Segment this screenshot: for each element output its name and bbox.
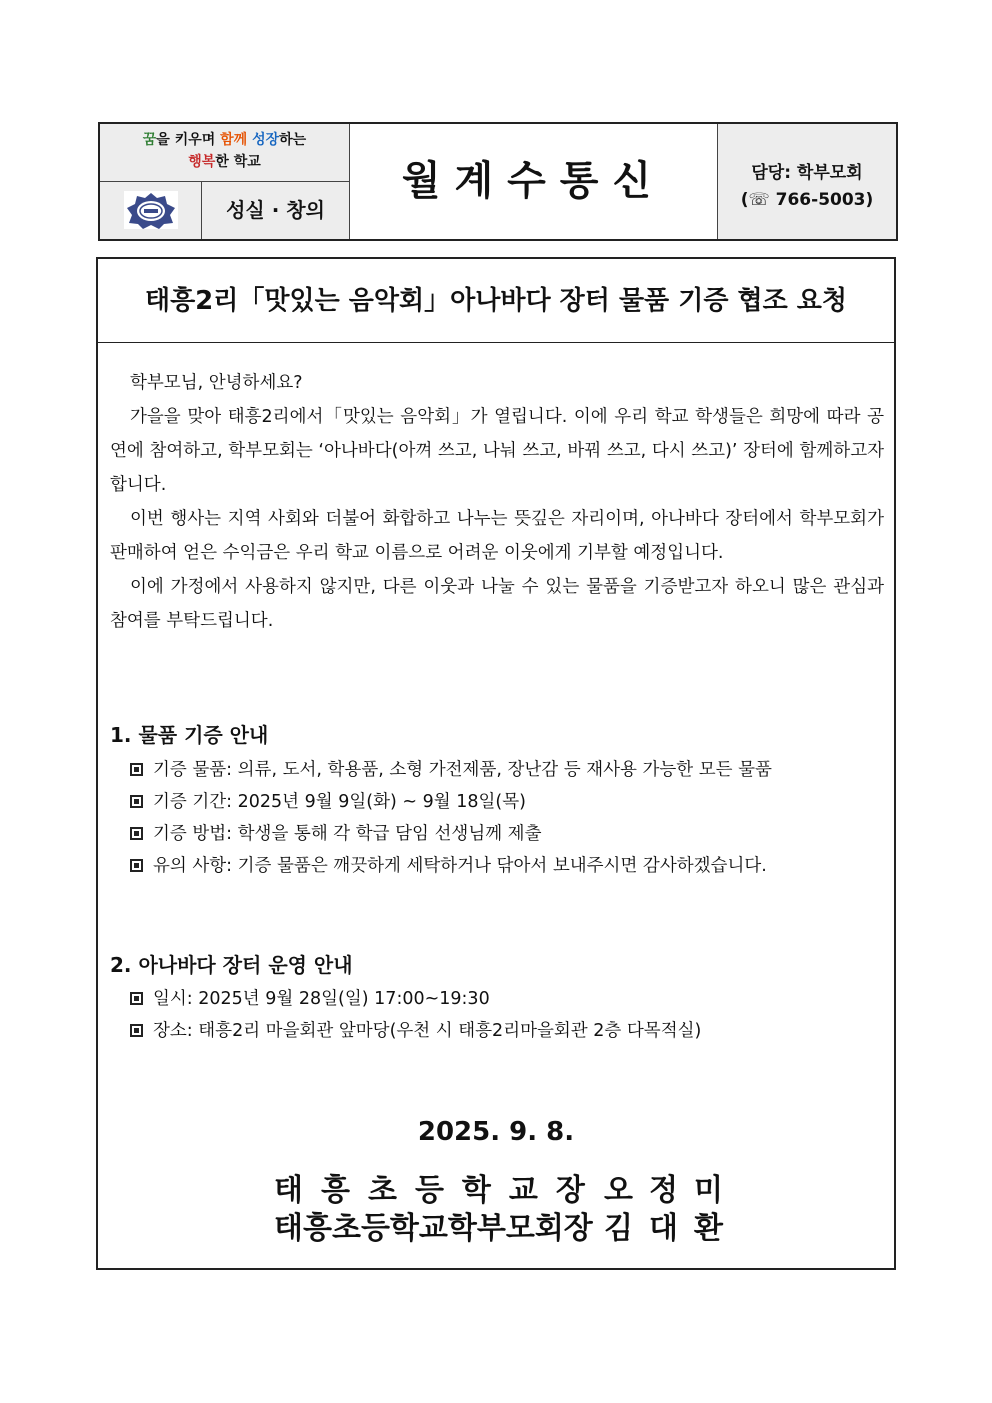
- notice-box: [96, 257, 896, 1270]
- list-item: 유의 사항: 기증 물품은 깨끗하게 세탁하거나 닦아서 보내주시면 감사하겠습니다.: [130, 850, 890, 882]
- contact-info: [718, 124, 896, 239]
- newsletter-title: 월계수통신: [350, 124, 718, 239]
- school-motto: 성실 · 창의: [202, 182, 350, 239]
- notice-body: [110, 366, 884, 638]
- school-emblem: [100, 182, 202, 239]
- square-bullet-icon: [130, 859, 143, 872]
- greeting: 학부모님, 안녕하세요?: [130, 373, 303, 393]
- signature-org: 태흥초등학교장: [274, 1173, 603, 1208]
- school-slogan: 꿈을 키우며 함께 성장하는 행복한 학교: [100, 124, 350, 182]
- paragraph: 이에 가정에서 사용하지 않지만, 다른 이웃과 나눌 수 있는 물품을 기증받고자 하오니 많은 관심과 참여를 부탁드립니다.: [110, 577, 884, 631]
- signature-name: 오정미: [604, 1173, 739, 1208]
- donation-list: [130, 754, 890, 882]
- square-bullet-icon: [130, 795, 143, 808]
- section-heading-donation: 1. 물품 기증 안내: [110, 723, 269, 747]
- school-emblem-icon: [123, 190, 179, 230]
- section-heading-market: 2. 아나바다 장터 운영 안내: [110, 953, 353, 977]
- signature-org: 태흥초등학교학부모회장: [274, 1211, 593, 1246]
- square-bullet-icon: [130, 992, 143, 1005]
- square-bullet-icon: [130, 1024, 143, 1037]
- notice-title: 태흥2리「맛있는 음악회」아나바다 장터 물품 기증 협조 요청: [98, 259, 894, 343]
- square-bullet-icon: [130, 763, 143, 776]
- list-item: 기증 기간: 2025년 9월 9일(화) ~ 9월 18일(목): [130, 786, 890, 818]
- square-bullet-icon: [130, 827, 143, 840]
- list-item: 장소: 태흥2리 마을회관 앞마당(우천 시 태흥2리마을회관 2층 다목적실): [130, 1015, 890, 1047]
- newsletter-header: [98, 122, 898, 241]
- slogan-word-happy: 행복: [188, 154, 216, 170]
- issue-date: 2025. 9. 8.: [417, 1117, 575, 1147]
- contact-person: 담당: 학부모회: [751, 163, 863, 183]
- slogan-word-together: 함께: [220, 132, 248, 148]
- list-item: 기증 방법: 학생을 통해 각 학급 담임 선생님께 제출: [130, 818, 890, 850]
- signature-name: 김대환: [604, 1211, 739, 1246]
- slogan-word-growth: 성장: [252, 132, 280, 148]
- slogan-word-dream: 꿈: [142, 132, 157, 148]
- market-list: [130, 983, 890, 1047]
- contact-phone: (☏ 766-5003): [740, 190, 874, 210]
- slogan-text: 을 키우며: [156, 132, 221, 148]
- paragraph: 가을을 맞아 태흥2리에서「맛있는 음악회」가 열립니다. 이에 우리 학교 학생들은 희망에 따라 공연에 참여하고, 학부모회는 ‘아나바다(아껴 쓰고, 나눠 쓰고, 바꿔 쓰고, 다시 쓰고)’ 장터에 함께하고자 합니다.: [110, 407, 884, 495]
- list-item: 일시: 2025년 9월 28일(일) 17:00~19:30: [130, 983, 890, 1015]
- list-item: 기증 물품: 의류, 도서, 학용품, 소형 가전제품, 장난감 등 재사용 가능한 모든 물품: [130, 754, 890, 786]
- paragraph: 이번 행사는 지역 사회와 더불어 화합하고 나누는 뜻깊은 자리이며, 아나바다 장터에서 학부모회가 판매하여 얻은 수익금은 우리 학교 이름으로 어려운 이웃에게 기부할 예정입니다.: [110, 509, 884, 563]
- signature-pta-president: [274, 1203, 739, 1247]
